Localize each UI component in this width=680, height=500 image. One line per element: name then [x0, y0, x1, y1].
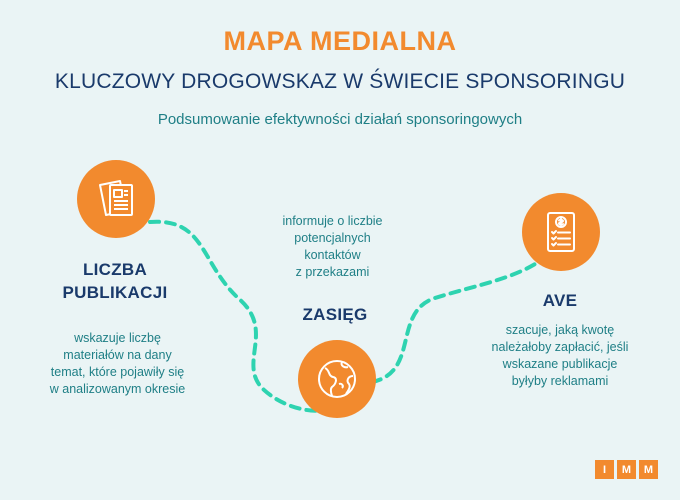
invoice-dollar-icon: [536, 207, 586, 257]
ave-description: szacuje, jaką kwotę należałoby zapłacić, jeśli wskazane publikacje byłyby reklamami: [491, 323, 629, 388]
publications-description: wskazuje liczbę materiałów na dany temat, które pojawiły się w analizowanym okresie: [49, 331, 186, 396]
logo-letter: M: [617, 460, 636, 479]
logo-letter: M: [639, 460, 658, 479]
globe-icon: [312, 354, 362, 404]
ave-label: AVE: [542, 291, 578, 310]
main-title: MAPA MEDIALNA: [223, 26, 457, 56]
publications-circle: [77, 160, 155, 238]
reach-description: informuje o liczbie potencjalnych kontaktów z przekazami: [282, 214, 383, 279]
publications-label: LICZBA PUBLIKACJI: [62, 260, 168, 302]
tagline: Podsumowanie efektywności działań sponsoringowych: [157, 111, 523, 128]
imm-logo: [595, 460, 658, 479]
logo-letter: I: [595, 460, 614, 479]
subtitle: KLUCZOWY DROGOWSKAZ W ŚWIECIE SPONSORINGU: [54, 70, 626, 93]
newspaper-icon: [90, 173, 142, 225]
reach-circle: [298, 340, 376, 418]
reach-label: ZASIĘG: [302, 305, 368, 324]
ave-circle: [522, 193, 600, 271]
